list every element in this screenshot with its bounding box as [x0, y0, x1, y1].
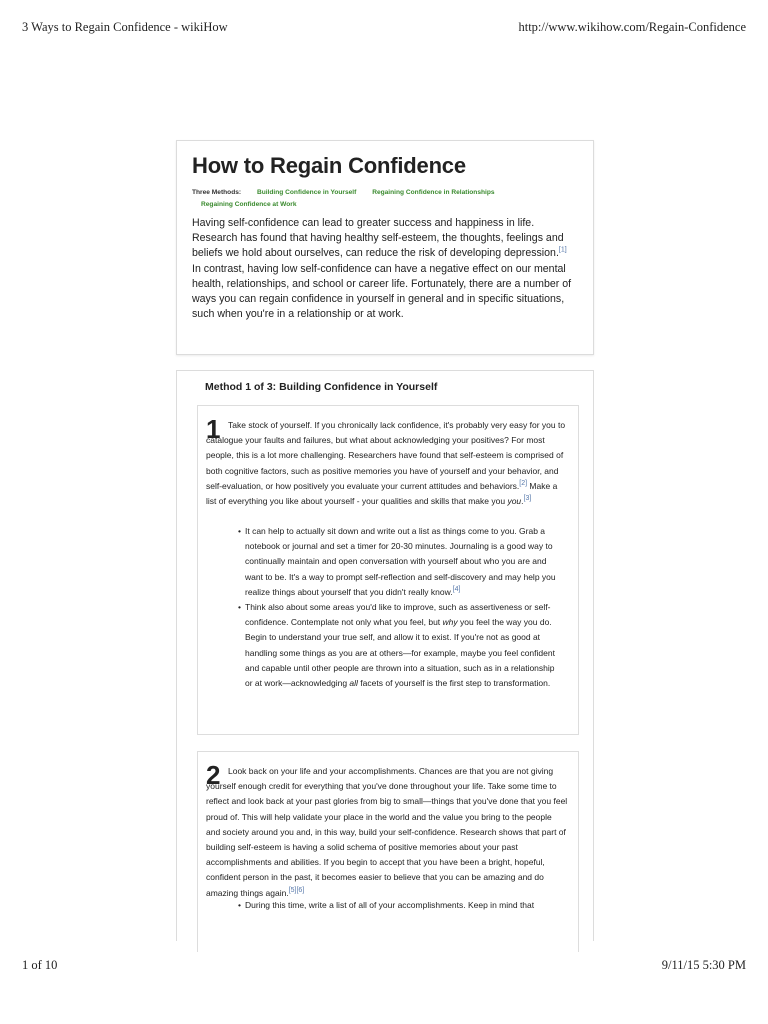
step-bullets [238, 898, 560, 913]
methods-label: Three Methods: [192, 189, 242, 196]
step-text: Take stock of yourself. If you chronically lack confidence, it's probably very easy for you to catalogue your faults and failures, but what about acknowledging your positives? For most people, this is a lot more challenging. Researchers have found that self-esteem is comprised of both cognitive factors, such as positive memories you have of yourself and your behavior, and self-evaluation, or how positively you evaluate your current attitudes and behaviors.[2] Make a list of everything you like about yourself - your qualities and skills that make you you.[3] [206, 420, 566, 507]
bullet-item: • Think also about some areas you'd like to improve, such as assertiveness or self-confidence. Contemplate not only what you feel, but why you feel the way you do. Begin to understand your true self, and allow it to exist. If you're not as good at handling some things as you are at others—for example, maybe you feel confident and capable until other people are thrown into a situation, such as in a relationship or at work—acknowledging all facets of yourself is the first step to transformation. [238, 600, 560, 691]
article-intro-card [176, 140, 594, 355]
step-number: 1 [206, 414, 221, 444]
citation-link[interactable]: [1] [558, 246, 567, 254]
citation-link[interactable]: [5][6] [288, 886, 305, 894]
page-count: 1 of 10 [22, 958, 58, 972]
bullet-item: • It can help to actually sit down and write out a list as things come to you. Grab a notebook or journal and set a timer for 20-30 minutes. Journaling is a good way to continually maintain and open conversation with yourself about who you are and want to be. It's a way to prompt self-reflection and self-discovery and may help you realize things about yourself that you didn't really know.[4] [238, 524, 560, 600]
method-link-1[interactable]: Building Confidence in Yourself [256, 189, 357, 196]
method-1-section [176, 370, 594, 941]
article-title: How to Regain Confidence [192, 153, 466, 178]
print-url: http://www.wikihow.com/Regain-Confidence [518, 20, 746, 34]
intro-paragraph: Having self-confidence can lead to greater success and happiness in life. Research has found that having healthy self-esteem, the thoughts, feelings and beliefs we hold about ourselves, can reduce the risk of developing depression.[1] In contrast, having low self-confidence can have a negative effect on our mental health, relationships, and school or career life. Fortunately, there are a number of ways you can regain confidence in yourself in general and in specific situations, such when you're in a relationship or at work. [192, 217, 572, 321]
citation-link[interactable]: [4] [452, 585, 461, 593]
citation-link[interactable]: [3] [523, 495, 532, 503]
method-heading: Method 1 of 3: Building Confidence in Yourself [205, 381, 438, 393]
method-link-2[interactable]: Regaining Confidence in Relationships [372, 189, 495, 196]
step-2 [197, 751, 579, 952]
step-1 [197, 405, 579, 735]
print-page-title: 3 Ways to Regain Confidence - wikiHow [22, 20, 228, 34]
method-link-3[interactable]: Regaining Confidence at Work [201, 201, 297, 208]
step-text: Look back on your life and your accomplishments. Chances are that you are not giving yourself enough credit for everything that you've done throughout your life. Take some time to reflect and look back at your past glories from big to small—things that you've done that you feel proud of. This will help validate your place in the world and the value you bring to the people and society around you and, in this way, build your self-confidence. Research shows that part of building self-esteem is having a solid schema of positive memories about your past accomplishments and abilities. If you begin to accept that you have been a bright, hopeful, confident person in the past, it becomes easier to believe that you can be amazing and do amazing things again.[5][6] [206, 766, 568, 898]
step-number: 2 [206, 760, 221, 790]
citation-link[interactable]: [2] [519, 479, 528, 487]
step-bullets [238, 524, 560, 691]
methods-nav [192, 187, 582, 211]
print-datetime: 9/11/15 5:30 PM [661, 958, 746, 972]
bullet-item: • During this time, write a list of all of your accomplishments. Keep in mind that [238, 898, 560, 913]
